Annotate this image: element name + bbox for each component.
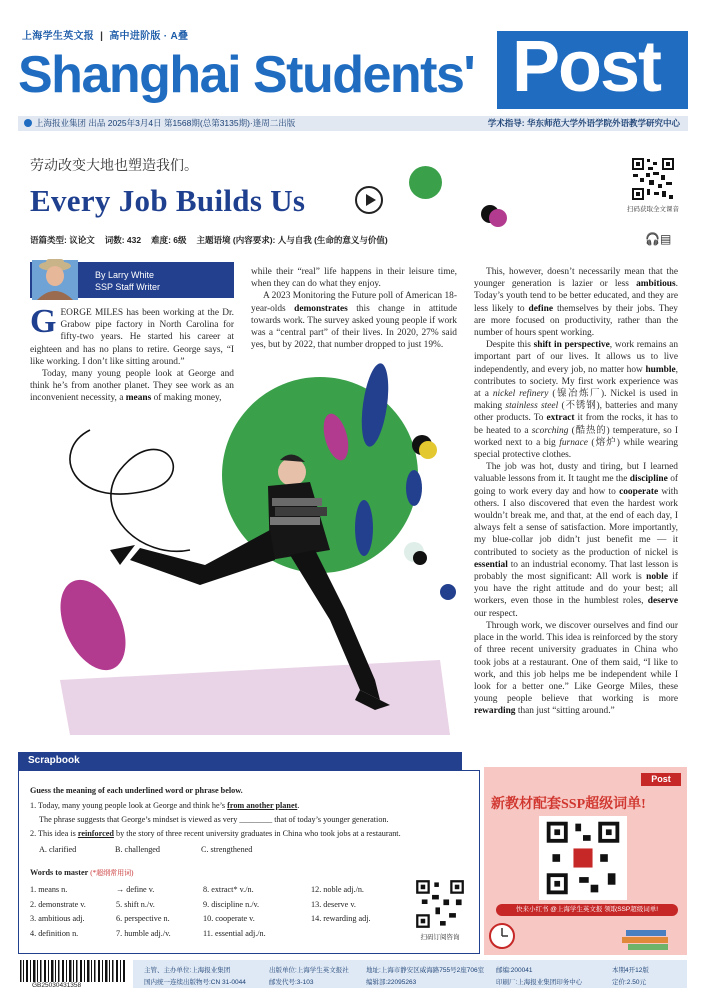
words-to-master-heading: Words to master (*超纲常用词) — [30, 868, 134, 877]
ad-post-logo: Post — [641, 773, 681, 786]
article-column-3: This, however, doesn’t necessarily mean that the younger generation is lazier or less ambitious. Today’s youth tend to be better educated, and they are less likely to define themselves by their jobs. They are more focused on productivity, rather than the number of hours spent working. Despite this shift in perspective, work remains an important part of our lives. It allows us to live independently, and every job, no matter how humble, contributes to society. My first work experience was at a nickel refinery (镍冶炼厂). Nickel is used in making stainless steel (不锈钢), batteries and many other products. To extract it from the rocks, it has to be heated to a scorching (酷热的) temperature, so I worked next to a big furnace (熔炉) while wearing special protective clothes. The job was hot, dusty and tiring, but I learned valuable lessons from it. It taught me the discipline of going to work every day and how to cooperate with others. I also discovered that even the hardest work wouldn’t break me, and that, at the end of each day, I always felt a sense of satisfaction. More importantly, my blue-collar job didn’t just benefit me — it contributed to society as the production of nickel is essential to an industrial economy. That last lesson is probably the most significant: All work is noble if you have the right attitude and do your best; all workers, even those in the humblest roles, deserve our respect. Through work, we discover ourselves and find our place in the world. This idea is reinforced by the story of three recent university graduates in China who took jobs at a restaurant. One of them said, “I like to work, and this job helps me be independent while I look for a better one.” Like George Miles, these young people believe that working is more rewarding than just “sitting around.” — [474, 267, 679, 717]
word-col-1: 1. means n. 2. demonstrate v. 3. ambitious adj. 4. definition n. — [30, 885, 86, 938]
word-col-4: 12. noble adj./n. 13. deserve v. 14. rewarding adj. — [311, 885, 371, 923]
article-meta — [30, 234, 398, 246]
author-avatar — [32, 256, 78, 300]
jumping-man-illustration — [30, 360, 470, 745]
subscribe-qr-caption: 扫码订阅咨询 — [420, 934, 460, 941]
headphone-book-icon[interactable]: 🎧▤ — [645, 232, 672, 246]
drop-cap: G — [30, 303, 57, 340]
article-column-1: GEORGE MILES has been working at the Dr. Grabow pipe factory in North Carolina for fifty-two years. He started his career at eighteen and has no plans to retire. George says, “I like working. I don’t like sitting around.” Today, many young people look at George and think he’s from another planet. They see work as an inconvenient necessity, a means of making money, — [30, 303, 234, 404]
byline-role: SSP Staff Writer — [95, 282, 161, 292]
barcode-number: GB25030431358 — [32, 982, 82, 989]
post-logo-text: Post — [512, 27, 661, 107]
option-b[interactable]: B. challenged — [115, 845, 161, 854]
article-headline: Every Job Builds Us — [30, 183, 306, 218]
masthead-title: Shanghai Students' — [18, 46, 475, 104]
question-1-prompt: The phrase suggests that George’s mindset is viewed as very ________ that of today’s younger generation. — [39, 815, 389, 824]
barcode — [18, 960, 128, 982]
audio-qr-caption: 扫码获取全文课音 — [627, 206, 679, 213]
meta-theme: 主题语境 (内容要求): 人与自我 (生命的意义与价值) — [196, 235, 388, 245]
publisher-logo-icon — [24, 119, 32, 127]
article-column-2: while their “real” life happens in their leisure time, when they can do what they enjoy. A 2023 Monitoring the Future poll of American 18-year-olds demonstrates this change in attitude towards work. The survey asked young people if work was a “central part” of their lives. In 2020, 27% said yes, but by 2022, that number dropped to just 19%. — [251, 267, 457, 351]
scrapbook-tab — [18, 752, 462, 770]
option-c[interactable]: C. strengthened — [201, 845, 253, 854]
paper-name-cn: 上海学生英文报 — [22, 31, 95, 42]
question-1: 1. Today, many young people look at George and think he’s from another planet. — [30, 801, 300, 810]
byline-text — [95, 269, 160, 293]
meta-level: 难度: 6级 — [151, 235, 187, 245]
edition-line: 上海学生英文报 | 高中进阶版 · A叠 — [22, 31, 189, 42]
audio-qr-code[interactable] — [631, 157, 675, 201]
question-2: 2. This idea is reinforced by the story of three recent university graduates in China who took jobs at a restaurant. — [30, 829, 401, 838]
meta-words: 词数: 432 — [104, 235, 142, 245]
play-audio-icon[interactable] — [355, 186, 383, 214]
word-col-2: → define v. 5. shift n./v. 6. perspective n. 7. humble adj./v. — [116, 885, 171, 938]
option-a[interactable]: A. clarified — [39, 845, 77, 854]
meta-genre: 语篇类型: 议论文 — [30, 235, 95, 245]
decor-green-dot — [409, 166, 442, 199]
article-kicker: 劳动改变大地也塑造我们。 — [30, 158, 198, 174]
ad-decor-clock-books — [486, 918, 684, 954]
byline-author: By Larry White — [95, 270, 155, 280]
ad-title: 新教材配套SSP超级词单! — [491, 797, 646, 812]
ad-banner: 快来小红书 @上海学生英文报 领取SSP超级词单! — [496, 904, 678, 916]
word-col-3: 8. extract* v./n. 9. discipline n./v. 10. cooperate v. 11. essential adj./n. — [203, 885, 266, 938]
scrapbook-title: Scrapbook — [28, 755, 80, 766]
question-2-options — [30, 844, 470, 855]
ad-qr-code[interactable] — [539, 816, 627, 900]
scrapbook-instruction: Guess the meaning of each underlined word or phrase below. — [30, 786, 243, 795]
scrapbook-questions — [30, 785, 470, 879]
academic-guidance: 学术指导: 华东师范大学外语学院外语教学研究中心 — [487, 118, 680, 128]
edition-label: 高中进阶版 · A叠 — [109, 31, 189, 42]
decor-dots — [480, 204, 510, 230]
subscribe-qr-code[interactable] — [415, 879, 465, 929]
publisher-bar — [18, 116, 688, 131]
publisher-info: 上海报业集团 出品 2025年3月4日 第1568期(总第3135期)·逢周二出版 — [24, 117, 295, 129]
